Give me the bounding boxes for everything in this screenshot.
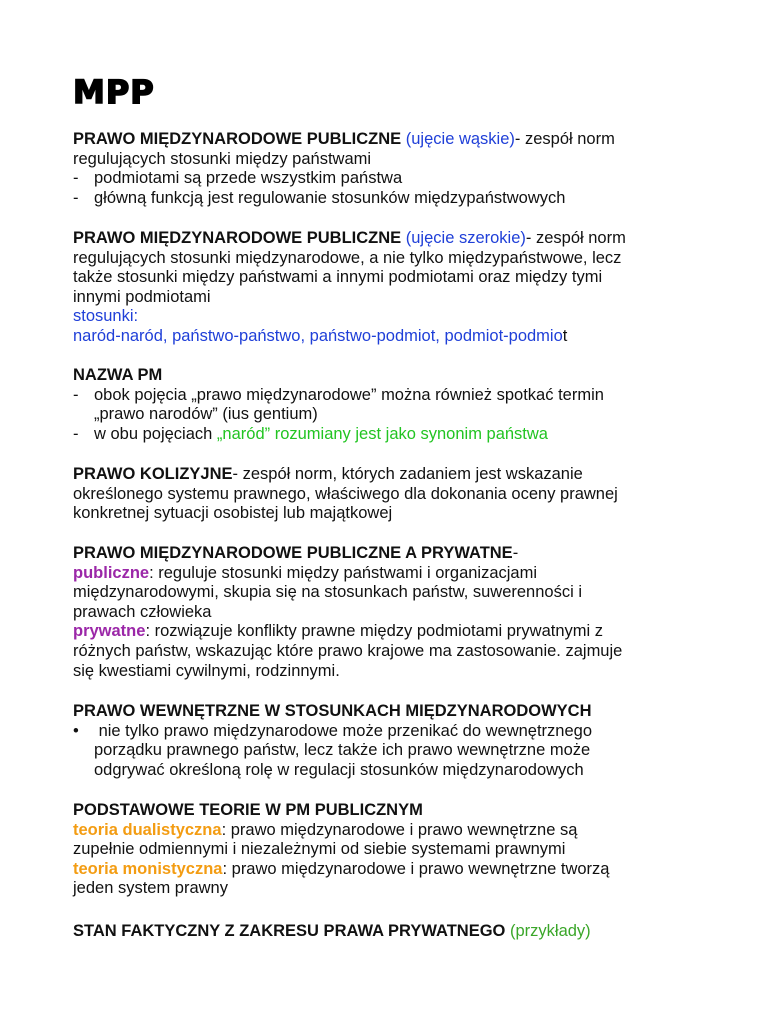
- list-item: [73, 425, 693, 445]
- section-heading: STAN FAKTYCZNY Z ZAKRESU PRAWA PRYWATNEGO: [73, 922, 506, 940]
- list-item-text: główną funkcją jest regulowanie stosunków międzypaństwowych: [94, 188, 566, 207]
- monist-line: [73, 860, 693, 880]
- definition-line: określonego systemu prawnego, właściwego dla dokonania oceny prawnej: [73, 484, 618, 503]
- qualifier-narrow: (ujęcie wąskie): [405, 130, 515, 148]
- publiczne-label: publiczne: [73, 563, 150, 582]
- list-item-plain: w obu pojęciach: [94, 424, 217, 443]
- section-private-law-facts: [73, 922, 693, 942]
- list-item: [73, 722, 693, 781]
- relations-tail: t: [562, 326, 568, 345]
- document-title: MPP: [73, 73, 155, 111]
- dash-marker: -: [73, 188, 79, 207]
- definition-line: jeden system prawny: [73, 879, 228, 898]
- highlight-green: „naród” rozumiany jest jako synonim państwa: [216, 424, 548, 443]
- list-item: [73, 386, 693, 425]
- definition-line: się kwestiami cywilnymi, rodzinnymi.: [73, 661, 340, 680]
- section-mpp-narrow: [73, 130, 693, 208]
- section-heading-line: [73, 229, 693, 249]
- dash-marker: -: [73, 385, 79, 404]
- list-item-text: [94, 425, 693, 445]
- heading-dash: -: [512, 544, 519, 562]
- qualifier-examples: (przykłady): [509, 922, 591, 940]
- section-theories: [73, 801, 693, 899]
- relations-list: [73, 327, 693, 347]
- prywatne-label: prywatne: [73, 622, 146, 641]
- section-heading-line: [73, 465, 693, 485]
- list-item-text: obok pojęcia „prawo międzynarodowe” można również spotkać termin: [94, 385, 604, 404]
- bullet-marker: •: [73, 721, 79, 740]
- section-prawo-kolizyjne: [73, 465, 693, 524]
- section-public-vs-private: [73, 544, 693, 681]
- section-heading-line: [73, 130, 693, 150]
- section-heading: PODSTAWOWE TEORIE W PM PUBLICZNYM: [73, 801, 423, 819]
- definition-line: konkretnej sytuacji osobistej lub majątkowej: [73, 504, 393, 523]
- list-item-text: nie tylko prawo międzynarodowe może przenikać do wewnętrznego: [94, 721, 593, 740]
- definition-start: - zespół norm: [525, 229, 626, 247]
- definition-start: - zespół norm: [514, 130, 615, 148]
- section-heading: PRAWO KOLIZYJNE: [73, 465, 233, 483]
- list-item-text: podmiotami są przede wszystkim państwa: [94, 169, 403, 188]
- definition-line: także stosunki między państwami a innymi podmiotami oraz między tymi: [73, 268, 603, 287]
- dash-marker: -: [73, 424, 79, 443]
- definition-line: zupełnie odmiennymi i niezależnymi od siebie systemami prawnymi: [73, 840, 566, 859]
- section-heading: PRAWO MIĘDZYNARODOWE PUBLICZNE: [73, 130, 402, 148]
- list-item: [73, 189, 693, 209]
- relations-values: naród-naród, państwo-państwo, państwo-podmiot, podmiot-podmio: [73, 326, 563, 345]
- section-heading: PRAWO MIĘDZYNARODOWE PUBLICZNE: [73, 229, 402, 247]
- list-item-text-cont: odgrywać określoną rolę w regulacji stosunków międzynarodowych: [94, 760, 584, 779]
- monist-label: teoria monistyczna: [73, 859, 223, 878]
- definition-line: innymi podmiotami: [73, 287, 211, 306]
- relations-label: stosunki:: [73, 307, 139, 326]
- monist-text: : prawo międzynarodowe i prawo wewnętrzne tworzą: [222, 859, 610, 878]
- section-heading-line: [73, 922, 693, 942]
- dash-marker: -: [73, 169, 79, 188]
- section-heading: PRAWO MIĘDZYNARODOWE PUBLICZNE A PRYWATNE: [73, 544, 513, 562]
- list-item-text-cont: porządku prawnego państw, lecz także ich prawo wewnętrzne może: [94, 741, 591, 760]
- qualifier-broad: (ujęcie szerokie): [405, 229, 526, 247]
- prywatne-text: : rozwiązuje konflikty prawne między podmiotami prywatnymi z: [145, 622, 604, 641]
- definition-start: - zespół norm, których zadaniem jest wskazanie: [232, 465, 583, 483]
- section-mpp-broad: [73, 229, 693, 347]
- publiczne-text: : reguluje stosunki między państwami i organizacjami: [149, 563, 538, 582]
- definition-line: różnych państw, wskazując które prawo krajowe ma zastosowanie. zajmuje: [73, 641, 623, 660]
- section-nazwa-pm: [73, 366, 693, 444]
- section-heading: NAZWA PM: [73, 366, 163, 384]
- dualist-label: teoria dualistyczna: [73, 820, 222, 839]
- section-heading: PRAWO WEWNĘTRZNE W STOSUNKACH MIĘDZYNARODOWYCH: [73, 702, 592, 720]
- prywatne-line: [73, 622, 693, 642]
- definition-line: regulujących stosunki między państwami: [73, 149, 372, 168]
- definition-line: regulujących stosunki międzynarodowe, a nie tylko międzypaństwowe, lecz: [73, 248, 622, 267]
- definition-line: prawach człowieka: [73, 602, 212, 621]
- list-item-text-cont: „prawo narodów” (ius gentium): [94, 405, 318, 424]
- list-item: [73, 169, 693, 189]
- dualist-line: [73, 821, 693, 841]
- definition-line: międzynarodowymi, skupia się na stosunkach państw, suwerenności i: [73, 583, 583, 602]
- dualist-text: : prawo międzynarodowe i prawo wewnętrzne są: [221, 820, 578, 839]
- section-heading-line: [73, 544, 693, 564]
- publiczne-line: [73, 564, 693, 584]
- section-internal-law: [73, 702, 693, 780]
